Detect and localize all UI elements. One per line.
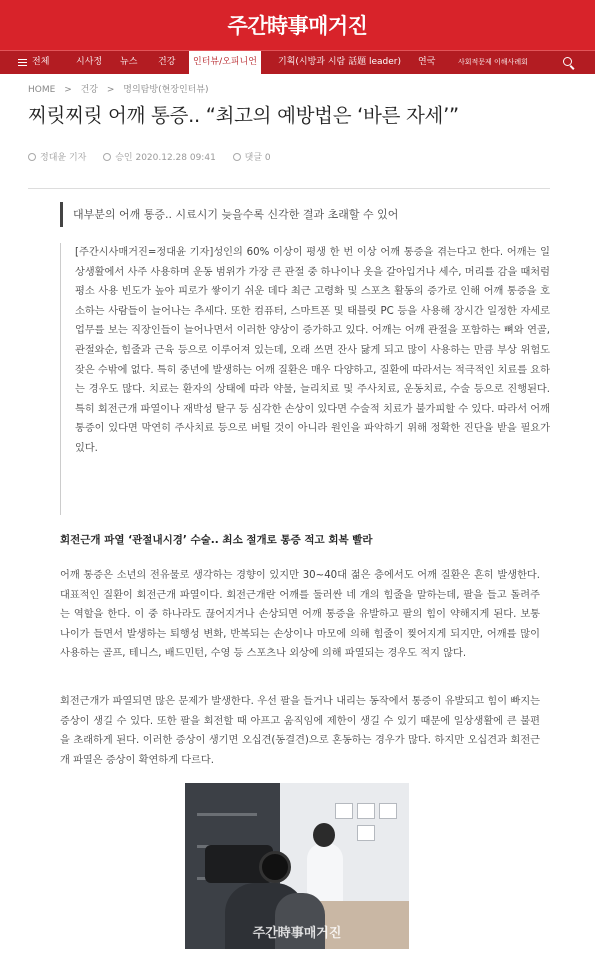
menu-icon[interactable] (18, 59, 27, 66)
breadcrumb (28, 82, 215, 95)
search-icon[interactable] (563, 57, 572, 66)
breadcrumb-home[interactable]: HOME (28, 85, 56, 95)
nav-item-all[interactable]: 전체 (32, 57, 50, 67)
breadcrumb-section[interactable]: 명의탐방(현장인터뷰) (123, 85, 209, 95)
article-paragraph: 회전근개가 파열되면 많은 문제가 발생한다. 우선 팔을 들거나 내리는 동작에서 통증이 유발되고 힘이 빠지는 증상이 생길 수 있다. 또한 팔을 회전할 때 아프고 움직임에 제한이 생길 수 있기 때문에 일상생활에 큰 불편을 초래하게 된다. 이러한 증상이 생기면 오십견(동결견)으로 혼동하는 경우가 많다. 하지만 오십견과 회전근개 파열은 증상이 확연하게 다르다. (60, 696, 540, 766)
article-paragraph: 어깨 통증은 소년의 전유물로 생각하는 경향이 있지만 30~40대 젊은 층에서도 어깨 질환은 흔히 발생한다. 대표적인 질환이 회전근개 파열이다. 회전근개란 어깨를 둘러싼 네 개의 힘줄을 말하는데, 팔을 들고 돌려주는 역할을 한다. 이 중 하나라도 끊어지거나 손상되면 어깨 통증을 유발하고 팔의 힘이 약해지게 된다. 보통 나이가 들면서 발생하는 퇴행성 변화, 반복되는 손상이나 마모에 의해 힘줄이 찢어지게 되지만, 어깨를 많이 사용하는 골프, 테니스, 배드민턴, 수영 등 스포츠나 외상에 의해 파열되는 경우도 적지 않다. (60, 570, 540, 660)
nav-item-yeonguk[interactable]: 연국 (418, 57, 436, 67)
wall-frame (357, 803, 375, 819)
section-heading: 회전근개 파열 ‘관절내시경’ 수술.. 최소 절개로 통증 적고 회복 빨라 (60, 534, 373, 546)
site-header (0, 0, 595, 50)
nav-item-sisa[interactable]: 시사정 (76, 57, 103, 67)
article-comments[interactable]: 댓글 0 (244, 153, 271, 163)
wall-frame (379, 803, 397, 819)
clock-icon (103, 153, 111, 161)
breadcrumb-separator: > (106, 85, 115, 95)
photo-watermark: 주간時事매거진 (252, 926, 342, 941)
breadcrumb-separator: > (64, 85, 72, 95)
header-divider (28, 188, 550, 189)
article-title: 찌릿찌릿 어깨 통증.. “최고의 예방법은 ‘바른 자세’” (28, 104, 459, 127)
site-logo[interactable]: 주간時事매거진 (227, 14, 368, 38)
article-author[interactable]: 정대윤 기자 (40, 153, 87, 163)
nav-item-interview[interactable]: 인터뷰/오피니언 (188, 51, 261, 74)
photo-doctor-head (313, 823, 335, 847)
nav-item-health[interactable]: 건강 (158, 57, 176, 67)
nav-item-feature[interactable]: 기획(시방과 시람 話題 leader) (278, 57, 401, 67)
author-icon (28, 153, 36, 161)
breadcrumb-health[interactable]: 건강 (80, 85, 98, 95)
comment-icon (233, 153, 241, 161)
article-lead: [주간시사매거진=정대윤 기자]성인의 60% 이상이 평생 한 번 이상 어깨 통증을 겪는다고 한다. 어깨는 일상생활에서 사주 사용하며 운동 범위가 가장 큰 관절 중 하나이나 옷을 갈아입거나 세수, 머리를 감을 때처럼 평소 사용 빈도가 높아 피로가 쌓이기 쉬운 데다 최근 고령화 및 스포츠 활동의 증가로 인해 어깨 통증을 호소하는 사람들이 늘어나는 추세다. 또한 컴퓨터, 스마트폰 및 태블릿 PC 등을 사용해 장시간 일정한 자세로 업무를 보는 직장인들이 늘어나면서 이러한 양상이 증가하고 있다. 어깨는 어깨 관절을 포함하는 뼈와 연골, 관절와순, 힘줄과 근육 등으로 이루어져 있는데, 오래 쓰면 잔사 닳게 되고 많이 사용하는 만큼 부상 위험도 잦은 수밖에 없다. 특히 중년에 발생하는 어깨 질환은 매우 다양하고, 질환에 따라서는 적극적인 치료를 요하는 경우도 많다. 치료는 환자의 상태에 따라 약물, 늘리치료 및 주사치료, 운동치료, 수술 등으로 진행된다. 특히 회전근개 파열이나 재박성 탈구 등 심각한 손상이 있다면 수술적 치료가 불가피할 수 있다. 따라서 어깨 통증이 있다면 막연히 주사치료 등으로 버틸 것이 아니라 원인을 파악하기 위해 정확한 진단을 받을 필요가 있다. (60, 243, 550, 515)
article-meta (28, 150, 285, 163)
article-photo[interactable] (185, 783, 409, 949)
photo-camera-lens (259, 851, 291, 883)
article-subtitle: 대부분의 어깨 통증.. 시료시기 늦을수록 신각한 결과 초래할 수 있어 (60, 202, 550, 227)
main-nav (0, 50, 595, 74)
wall-frame (335, 803, 353, 819)
article-date: 승인 2020.12.28 09:41 (115, 153, 216, 163)
nav-item-news[interactable]: 뉴스 (120, 57, 138, 67)
wall-frame (357, 825, 375, 841)
nav-item-social[interactable]: 사회적문제 이해사례회 (458, 58, 528, 66)
